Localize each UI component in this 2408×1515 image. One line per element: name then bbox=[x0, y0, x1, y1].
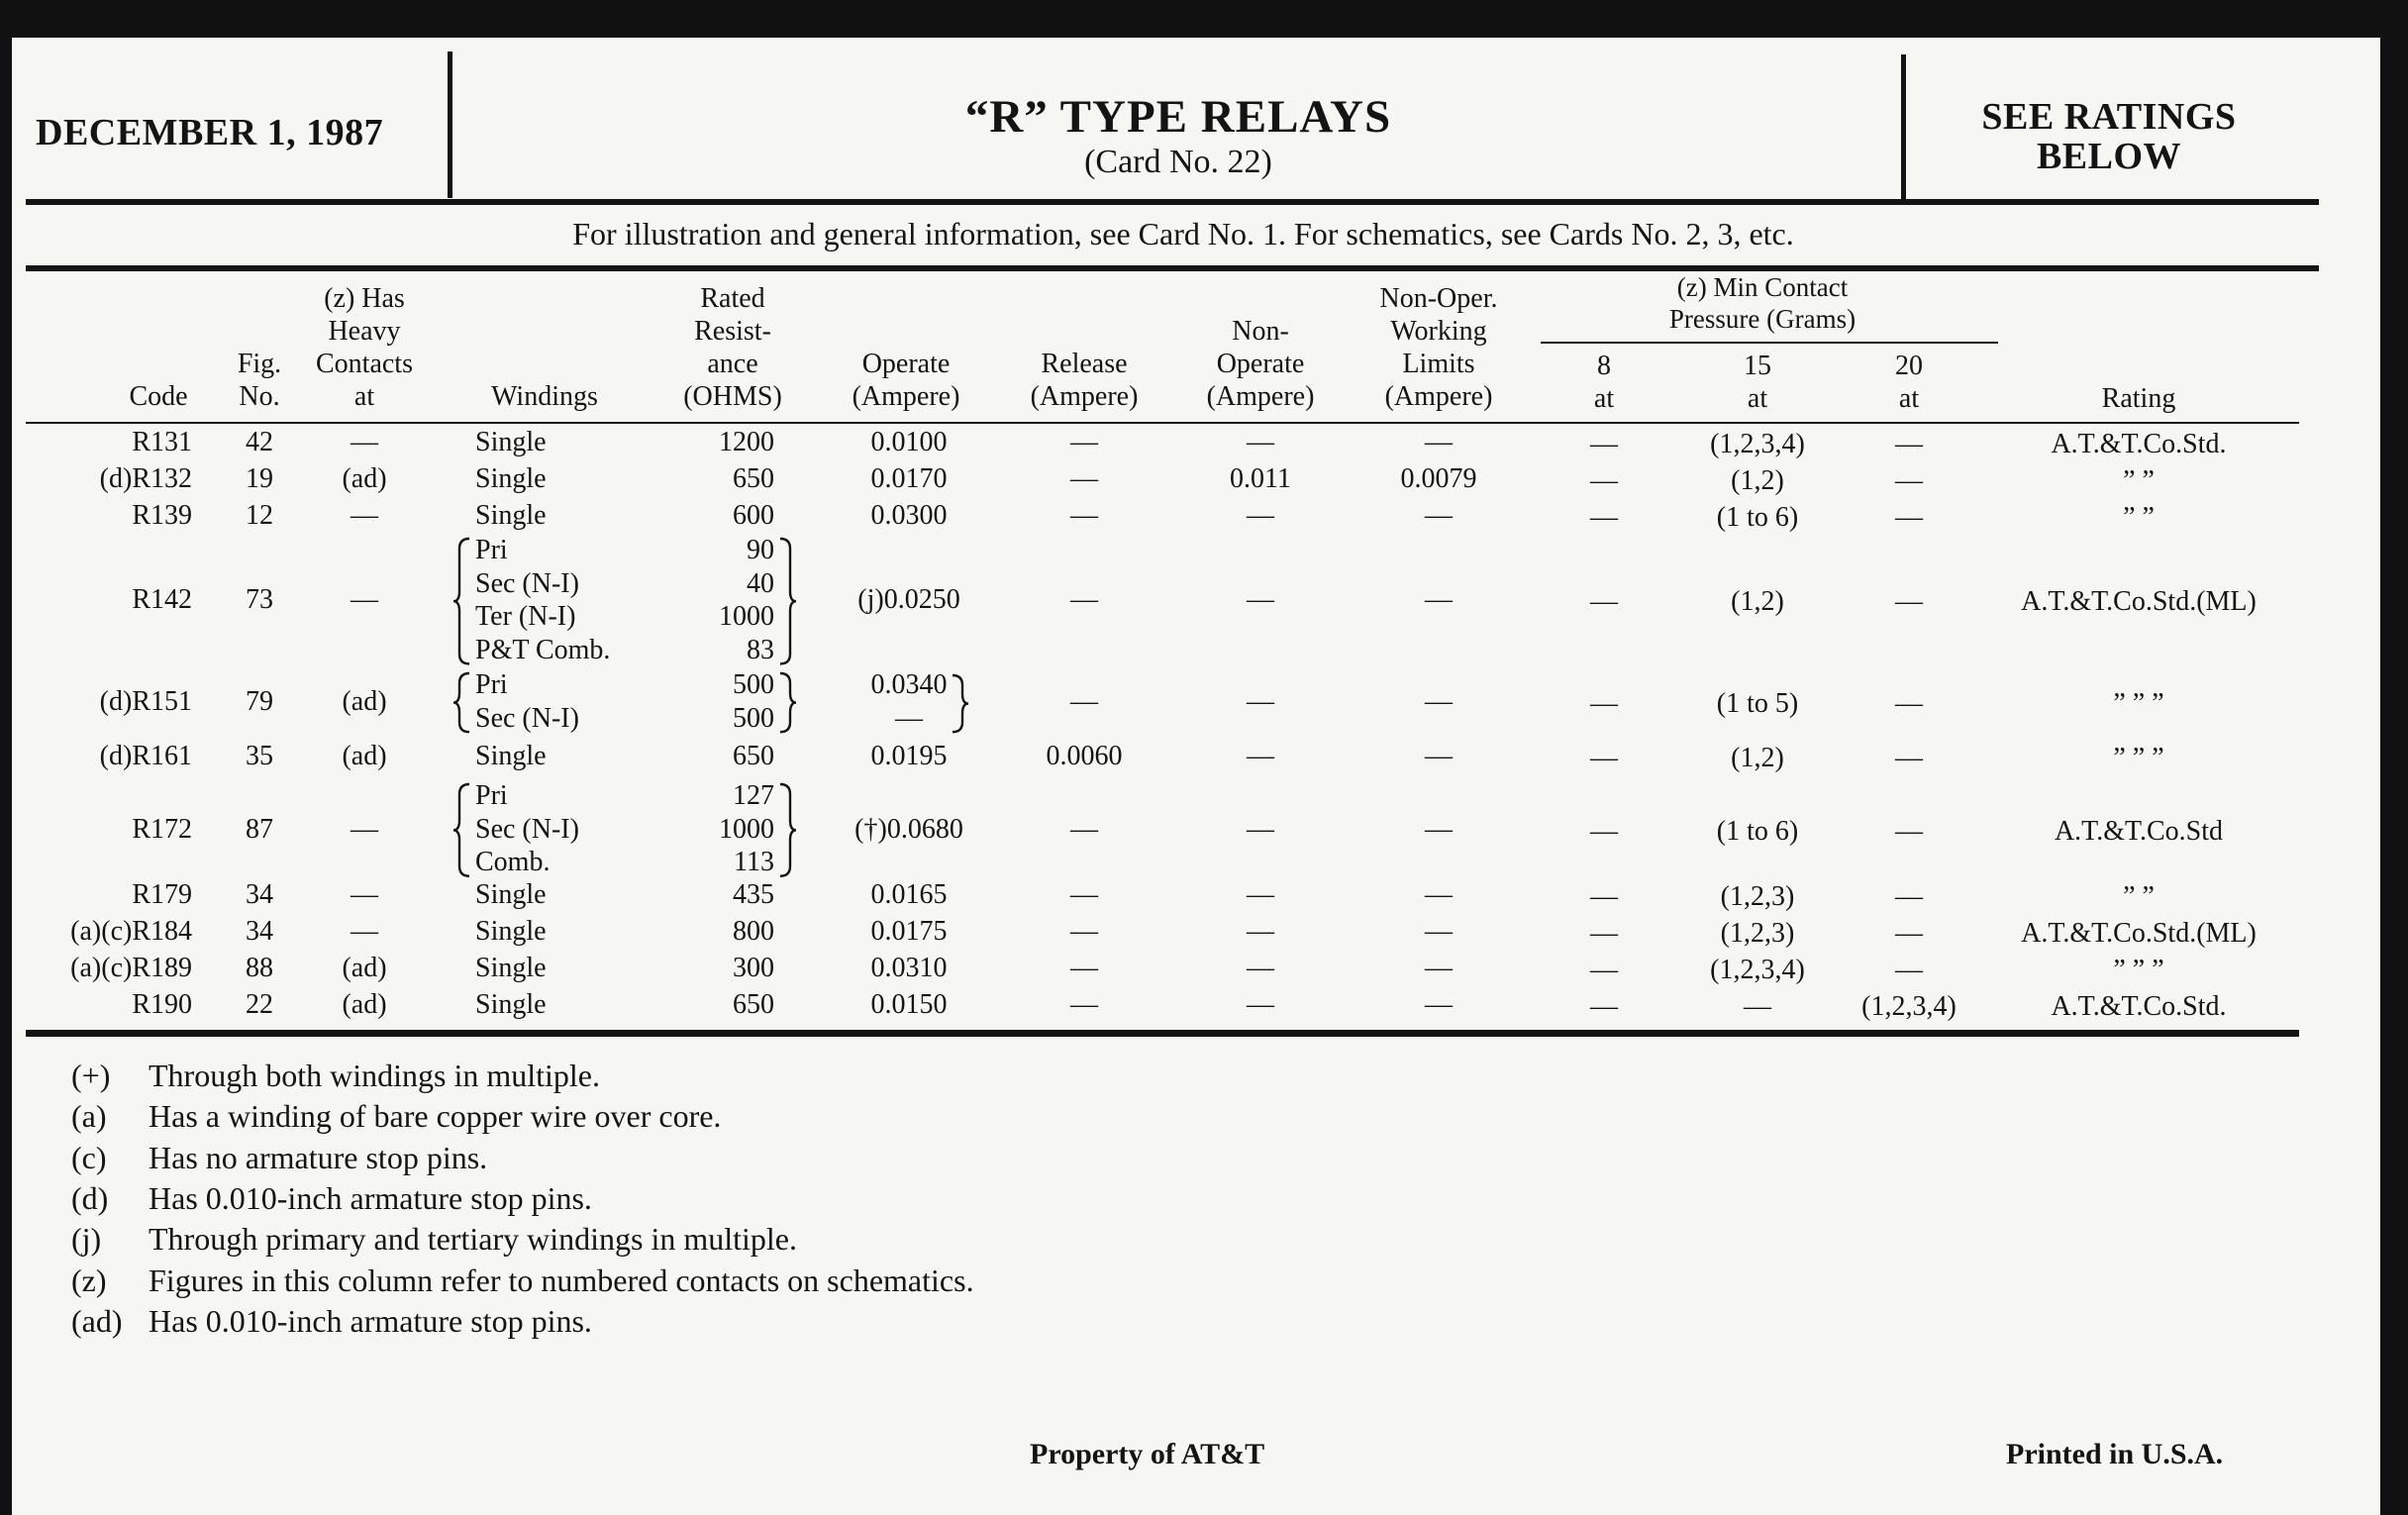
row-r190-winding: Single bbox=[475, 989, 547, 1020]
row-acr184-release: — bbox=[1070, 916, 1098, 947]
row-r179-resistance: 435 bbox=[733, 879, 774, 910]
row-r131-pressure-15: (1,2,3,4) bbox=[1710, 429, 1805, 459]
row-acr189-operate: 0.0310 bbox=[870, 953, 948, 983]
row-r179-nonoperate: — bbox=[1247, 879, 1274, 910]
row-r190-operate: 0.0150 bbox=[870, 989, 948, 1020]
row-r142-resistance-brace bbox=[778, 537, 796, 665]
row-dr132-contacts: (ad) bbox=[342, 463, 387, 494]
row-dr151-fig: 79 bbox=[246, 685, 273, 717]
row-r179-working-limit: — bbox=[1425, 879, 1453, 910]
row-dr161-rating: ” ” ” bbox=[2113, 743, 2164, 773]
footnote-item bbox=[71, 1056, 600, 1096]
col-header-contacts: (z) Has Heavy Contacts at bbox=[316, 283, 413, 412]
col-header-operate: Operate (Ampere) bbox=[852, 349, 960, 412]
footnote-key: (+) bbox=[71, 1058, 111, 1093]
col-header-p8: 8 at bbox=[1593, 351, 1615, 414]
footnote-text: Has no armature stop pins. bbox=[149, 1139, 488, 1175]
row-r131-rating: A.T.&T.Co.Std. bbox=[2051, 429, 2227, 459]
row-r190-resistance: 650 bbox=[733, 989, 774, 1020]
footnote-text: Figures in this column refer to numbered contacts on schematics. bbox=[149, 1262, 974, 1298]
row-dr161-contacts: (ad) bbox=[342, 741, 387, 771]
row-r131-nonoperate: — bbox=[1247, 427, 1274, 457]
row-r179-pressure-8: — bbox=[1590, 881, 1618, 912]
footnote-text: Through primary and tertiary windings in multiple. bbox=[149, 1221, 797, 1258]
card-date: DECEMBER 1, 1987 bbox=[36, 112, 384, 153]
row-dr132-nonoperate: 0.011 bbox=[1230, 463, 1291, 494]
row-r172-pressure-15: (1 to 6) bbox=[1716, 815, 1799, 847]
row-dr151-windings-brace bbox=[453, 671, 471, 734]
col-header-rating: Rating bbox=[2101, 383, 2176, 414]
row-dr161-working-limit: — bbox=[1425, 741, 1453, 771]
row-r179-rating: ” ” bbox=[2123, 881, 2155, 912]
row-r131-pressure-8: — bbox=[1590, 429, 1618, 459]
row-dr161-operate: 0.0195 bbox=[870, 741, 948, 771]
row-acr189-nonoperate: — bbox=[1247, 953, 1274, 983]
row-acr189-working-limit: — bbox=[1425, 953, 1453, 983]
row-dr161-pressure-8: — bbox=[1590, 743, 1618, 773]
row-r139-resistance: 600 bbox=[733, 500, 774, 531]
row-r139-rating: ” ” bbox=[2123, 502, 2155, 533]
row-r172-pressure-20: — bbox=[1895, 815, 1923, 847]
row-dr151-winding: Pri bbox=[475, 669, 508, 700]
row-r179-contacts: — bbox=[351, 879, 378, 910]
footnote-item bbox=[71, 1261, 974, 1301]
row-r142-resistance: 1000 bbox=[719, 601, 774, 633]
row-dr132-pressure-20: — bbox=[1895, 465, 1923, 496]
row-r142-fig: 73 bbox=[246, 584, 273, 616]
row-dr151-winding: Sec (N-I) bbox=[475, 702, 579, 734]
row-r131-release: — bbox=[1070, 427, 1098, 457]
row-r142-winding: P&T Comb. bbox=[475, 634, 611, 665]
row-r142-pressure-8: — bbox=[1590, 586, 1618, 618]
footnote-item bbox=[71, 1096, 721, 1137]
row-dr161-winding: Single bbox=[475, 741, 547, 771]
row-r131-winding: Single bbox=[475, 427, 547, 457]
row-r172-code: R172 bbox=[132, 813, 192, 845]
row-acr184-pressure-15: (1,2,3) bbox=[1720, 918, 1795, 949]
row-acr189-pressure-8: — bbox=[1590, 955, 1618, 985]
col-header-windings: Windings bbox=[491, 381, 598, 412]
row-r172-rating: A.T.&T.Co.Std bbox=[2054, 815, 2224, 847]
scan-edge bbox=[2380, 0, 2408, 1515]
row-dr132-code: (d)R132 bbox=[99, 463, 192, 494]
row-acr189-rating: ” ” ” bbox=[2113, 955, 2164, 985]
row-acr189-contacts: (ad) bbox=[342, 953, 387, 983]
row-acr184-fig: 34 bbox=[246, 916, 273, 947]
row-dr161-pressure-20: — bbox=[1895, 743, 1923, 773]
row-acr184-operate: 0.0175 bbox=[870, 916, 948, 947]
row-acr189-winding: Single bbox=[475, 953, 547, 983]
footnote-key: (z) bbox=[71, 1262, 107, 1298]
row-r172-nonoperate: — bbox=[1247, 813, 1274, 845]
row-r179-code: R179 bbox=[132, 879, 192, 910]
card-title-block bbox=[455, 91, 1901, 182]
row-dr151-resistance: 500 bbox=[733, 702, 774, 734]
row-r142-winding: Pri bbox=[475, 535, 508, 565]
row-r142-winding: Ter (N-I) bbox=[475, 601, 576, 633]
row-r190-nonoperate: — bbox=[1247, 989, 1274, 1020]
row-dr151-operate: — bbox=[895, 702, 923, 734]
row-r142-resistance: 40 bbox=[747, 567, 774, 599]
row-r172-fig: 87 bbox=[246, 813, 273, 845]
row-r131-working-limit: — bbox=[1425, 427, 1453, 457]
row-r142-resistance: 90 bbox=[747, 535, 774, 565]
row-r142-pressure-20: — bbox=[1895, 586, 1923, 618]
general-info-note: For illustration and general information, see Card No. 1. For schematics, see Cards No. 2, 3, etc. bbox=[572, 216, 1794, 252]
row-dr132-release: — bbox=[1070, 463, 1098, 494]
row-dr151-resistance-brace bbox=[778, 671, 796, 734]
footnote-text: Has 0.010-inch armature stop pins. bbox=[149, 1302, 592, 1339]
row-r179-release: — bbox=[1070, 879, 1098, 910]
row-dr132-working-limit: 0.0079 bbox=[1400, 463, 1477, 494]
row-r190-pressure-8: — bbox=[1590, 991, 1618, 1022]
row-dr132-winding: Single bbox=[475, 463, 547, 494]
row-r139-fig: 12 bbox=[246, 500, 273, 531]
col-header-p20: 20 at bbox=[1895, 351, 1923, 414]
footnote-key: (d) bbox=[71, 1179, 109, 1216]
row-r142-release: — bbox=[1070, 584, 1098, 616]
row-dr151-resistance: 500 bbox=[733, 669, 774, 700]
row-dr151-working-limit: — bbox=[1425, 685, 1453, 717]
ratings-note-line1: SEE RATINGS bbox=[1981, 96, 2237, 138]
row-r142-contacts: — bbox=[351, 584, 378, 616]
col-header-code: Code bbox=[129, 381, 188, 412]
row-r172-working-limit: — bbox=[1425, 813, 1453, 845]
row-dr151-contacts: (ad) bbox=[342, 685, 387, 717]
col-header-nonoperate: Non- Operate (Ampere) bbox=[1206, 316, 1315, 412]
row-r172-resistance-brace bbox=[778, 782, 796, 878]
property-notice: Property of AT&T bbox=[1030, 1438, 1265, 1470]
ratings-note-line2: BELOW bbox=[2036, 136, 2182, 177]
footnote-item bbox=[71, 1178, 592, 1219]
row-r142-pressure-15: (1,2) bbox=[1731, 586, 1784, 618]
row-dr151-rating: ” ” ” bbox=[2113, 687, 2164, 719]
col-header-p15: 15 at bbox=[1744, 351, 1771, 414]
row-acr184-pressure-20: — bbox=[1895, 918, 1923, 949]
row-r179-winding: Single bbox=[475, 879, 547, 910]
row-dr161-resistance: 650 bbox=[733, 741, 774, 771]
row-dr132-pressure-15: (1,2) bbox=[1731, 465, 1784, 496]
row-r172-resistance: 113 bbox=[734, 847, 774, 878]
row-r172-windings-brace bbox=[453, 782, 471, 878]
row-dr151-pressure-15: (1 to 5) bbox=[1716, 687, 1799, 719]
row-dr132-operate: 0.0170 bbox=[870, 463, 948, 494]
footnote-key: (j) bbox=[71, 1221, 102, 1258]
row-r131-resistance: 1200 bbox=[719, 427, 774, 457]
row-r172-operate: (†)0.0680 bbox=[854, 813, 963, 845]
row-r131-contacts: — bbox=[351, 427, 378, 457]
ratings-note bbox=[1906, 97, 2312, 176]
row-acr184-working-limit: — bbox=[1425, 916, 1453, 947]
row-r139-release: — bbox=[1070, 500, 1098, 531]
row-r131-code: R131 bbox=[132, 427, 192, 457]
row-r179-pressure-15: (1,2,3) bbox=[1720, 881, 1795, 912]
table-bottom-rule bbox=[26, 1030, 2299, 1037]
row-r190-release: — bbox=[1070, 989, 1098, 1020]
row-r142-code: R142 bbox=[132, 584, 192, 616]
row-r172-release: — bbox=[1070, 813, 1098, 845]
row-acr184-resistance: 800 bbox=[733, 916, 774, 947]
row-r179-fig: 34 bbox=[246, 879, 273, 910]
row-dr132-pressure-8: — bbox=[1590, 465, 1618, 496]
row-r139-pressure-15: (1 to 6) bbox=[1716, 502, 1799, 533]
row-acr184-nonoperate: — bbox=[1247, 916, 1274, 947]
row-r190-code: R190 bbox=[132, 989, 192, 1020]
footnote-item bbox=[71, 1301, 592, 1342]
row-r172-pressure-8: — bbox=[1590, 815, 1618, 847]
row-dr161-nonoperate: — bbox=[1247, 741, 1274, 771]
row-r139-working-limit: — bbox=[1425, 500, 1453, 531]
row-r172-winding: Pri bbox=[475, 780, 508, 811]
card-number: (Card No. 22) bbox=[1084, 144, 1272, 180]
row-r172-winding: Sec (N-I) bbox=[475, 813, 579, 845]
row-r179-pressure-20: — bbox=[1895, 881, 1923, 912]
footnote-item bbox=[71, 1138, 487, 1178]
header-rule bbox=[26, 199, 2319, 205]
row-acr184-rating: A.T.&T.Co.Std.(ML) bbox=[2021, 918, 2257, 949]
row-r131-pressure-20: — bbox=[1895, 429, 1923, 459]
row-r190-pressure-15: — bbox=[1744, 991, 1771, 1022]
col-header-pressure-group: (z) Min Contact Pressure (Grams) bbox=[1668, 272, 1856, 334]
col-header-release: Release (Ampere) bbox=[1030, 349, 1139, 412]
footnote-item bbox=[71, 1219, 797, 1260]
row-r142-windings-brace bbox=[453, 537, 471, 665]
col-header-working-limits: Non-Oper. Working Limits (Ampere) bbox=[1379, 283, 1498, 412]
row-acr189-resistance: 300 bbox=[733, 953, 774, 983]
printed-notice: Printed in U.S.A. bbox=[2006, 1438, 2224, 1470]
card-title: “R” TYPE RELAYS bbox=[964, 91, 1392, 143]
row-r172-resistance: 1000 bbox=[719, 813, 774, 845]
row-r142-winding: Sec (N-I) bbox=[475, 567, 579, 599]
header-divider-left bbox=[448, 51, 452, 198]
row-r139-pressure-20: — bbox=[1895, 502, 1923, 533]
row-r142-operate: (j)0.0250 bbox=[857, 584, 960, 616]
row-r142-nonoperate: — bbox=[1247, 584, 1274, 616]
row-r172-contacts: — bbox=[351, 813, 378, 845]
row-acr189-code: (a)(c)R189 bbox=[70, 953, 192, 983]
row-acr189-release: — bbox=[1070, 953, 1098, 983]
row-r139-contacts: — bbox=[351, 500, 378, 531]
footnote-key: (ad) bbox=[71, 1302, 123, 1339]
row-r139-operate: 0.0300 bbox=[870, 500, 948, 531]
row-acr184-code: (a)(c)R184 bbox=[70, 916, 192, 947]
row-dr132-fig: 19 bbox=[246, 463, 273, 494]
footnote-text: Has a winding of bare copper wire over core. bbox=[149, 1098, 722, 1135]
footnote-key: (a) bbox=[71, 1098, 107, 1135]
row-dr161-pressure-15: (1,2) bbox=[1731, 743, 1784, 773]
row-dr161-code: (d)R161 bbox=[99, 741, 192, 771]
row-acr184-contacts: — bbox=[351, 916, 378, 947]
row-r190-working-limit: — bbox=[1425, 989, 1453, 1020]
footnote-text: Has 0.010-inch armature stop pins. bbox=[149, 1179, 592, 1216]
row-acr189-pressure-20: — bbox=[1895, 955, 1923, 985]
col-header-resistance: Rated Resist- ance (OHMS) bbox=[683, 283, 782, 412]
row-dr151-pressure-20: — bbox=[1895, 687, 1923, 719]
row-r139-pressure-8: — bbox=[1590, 502, 1618, 533]
row-dr151-pressure-8: — bbox=[1590, 687, 1618, 719]
row-r139-winding: Single bbox=[475, 500, 547, 531]
row-r142-rating: A.T.&T.Co.Std.(ML) bbox=[2021, 586, 2257, 618]
row-dr151-nonoperate: — bbox=[1247, 685, 1274, 717]
row-r190-rating: A.T.&T.Co.Std. bbox=[2051, 991, 2227, 1022]
row-r190-contacts: (ad) bbox=[342, 989, 387, 1020]
header-bottom-rule bbox=[26, 422, 2299, 424]
row-acr189-pressure-15: (1,2,3,4) bbox=[1710, 955, 1805, 985]
row-dr132-rating: ” ” bbox=[2123, 465, 2155, 496]
row-r142-working-limit: — bbox=[1425, 584, 1453, 616]
row-r142-resistance: 83 bbox=[747, 634, 774, 665]
row-r172-resistance: 127 bbox=[733, 780, 774, 811]
row-dr161-release: 0.0060 bbox=[1046, 741, 1123, 771]
row-r190-fig: 22 bbox=[246, 989, 273, 1020]
row-r131-fig: 42 bbox=[246, 427, 273, 457]
col-header-fig: Fig. No. bbox=[237, 349, 282, 412]
footnote-key: (c) bbox=[71, 1139, 107, 1175]
row-r179-operate: 0.0165 bbox=[870, 879, 948, 910]
row-dr161-fig: 35 bbox=[246, 741, 273, 771]
row-r190-pressure-20: (1,2,3,4) bbox=[1861, 991, 1956, 1022]
row-acr189-fig: 88 bbox=[246, 953, 273, 983]
row-dr132-resistance: 650 bbox=[733, 463, 774, 494]
pressure-group-rule bbox=[1541, 342, 1998, 344]
footnote-text: Through both windings in multiple. bbox=[149, 1058, 600, 1093]
row-acr184-winding: Single bbox=[475, 916, 547, 947]
row-dr151-operate-brace bbox=[951, 673, 968, 734]
row-dr151-code: (d)R151 bbox=[99, 685, 192, 717]
row-r139-nonoperate: — bbox=[1247, 500, 1274, 531]
row-dr151-release: — bbox=[1070, 685, 1098, 717]
row-r172-winding: Comb. bbox=[475, 847, 551, 878]
row-dr151-operate: 0.0340 bbox=[870, 669, 948, 700]
row-acr184-pressure-8: — bbox=[1590, 918, 1618, 949]
row-r139-code: R139 bbox=[132, 500, 192, 531]
row-r131-operate: 0.0100 bbox=[870, 427, 948, 457]
